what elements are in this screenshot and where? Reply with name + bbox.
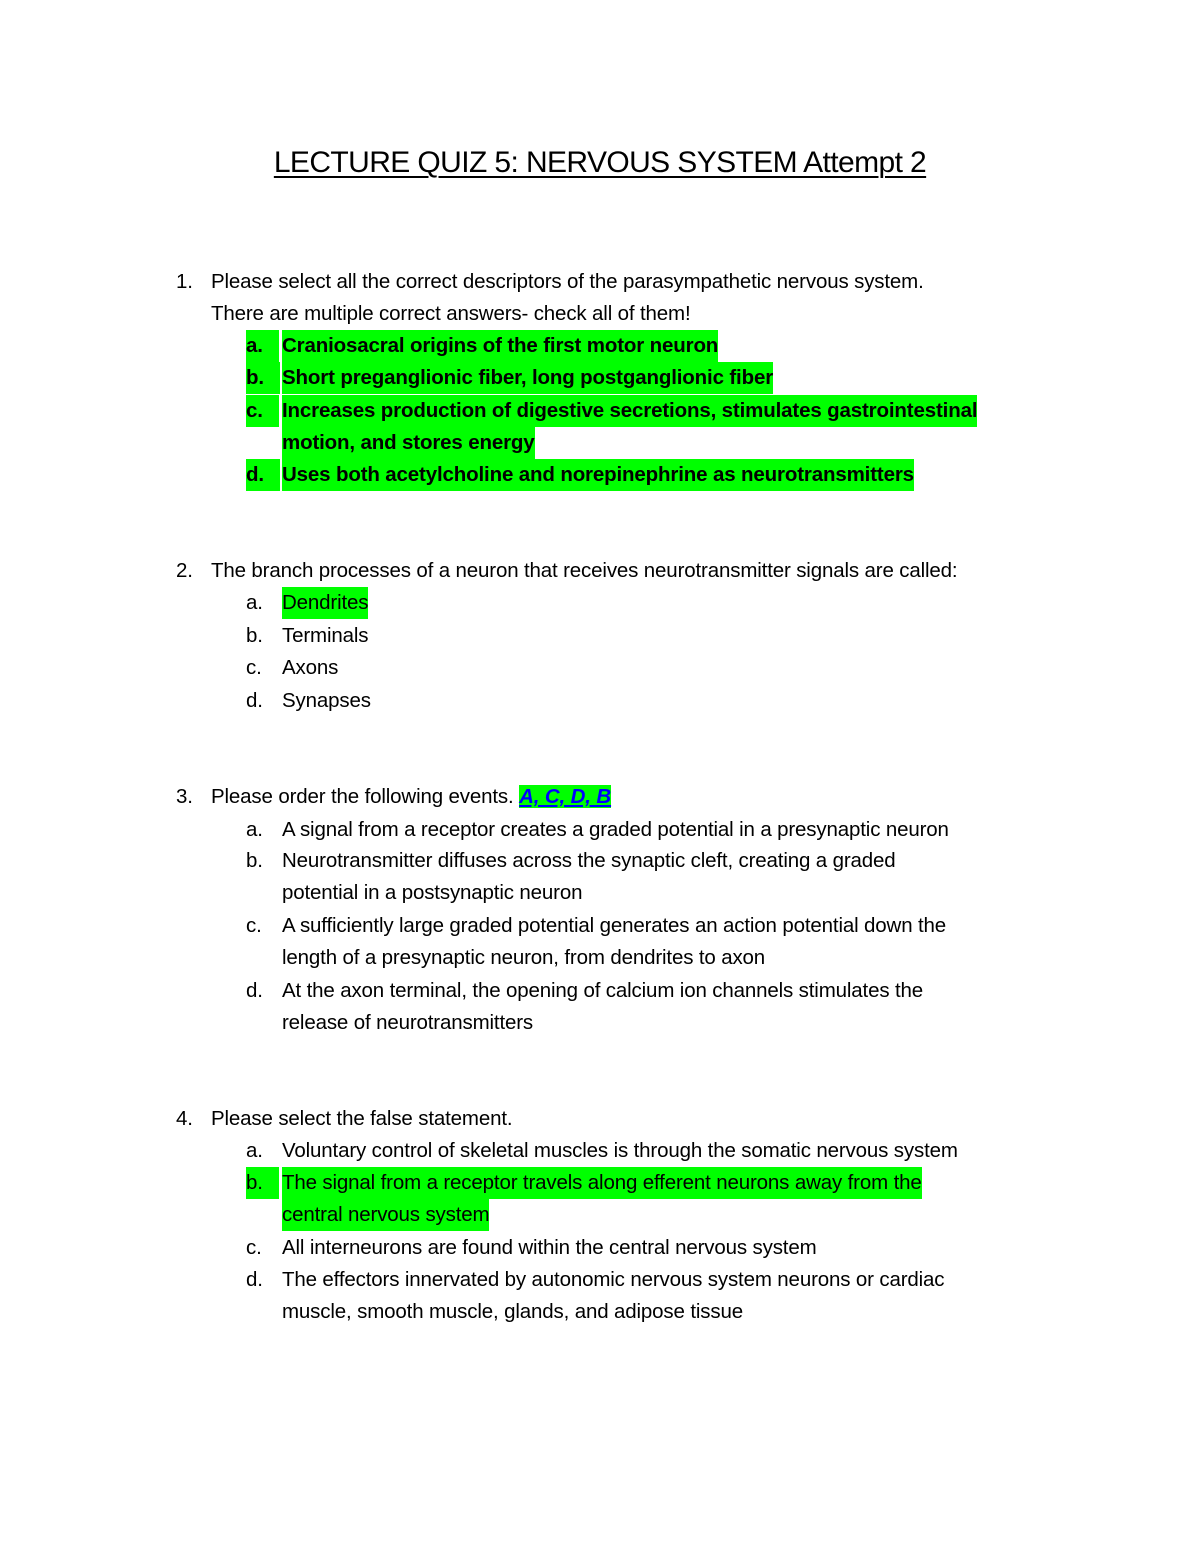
option-text: All interneurons are found within the central nervous system [282, 1236, 817, 1259]
option-text: Axons [282, 656, 339, 679]
option-letter: a. [246, 818, 263, 841]
option-letter: c. [246, 395, 279, 427]
option-letter: d. [246, 459, 280, 491]
question-number: 3. [176, 785, 193, 808]
option-text: potential in a postsynaptic neuron [282, 881, 583, 904]
option-letter: b. [246, 362, 280, 394]
option-text: The effectors innervated by autonomic nervous system neurons or cardiac [282, 1268, 945, 1291]
question-number: 2. [176, 559, 193, 582]
option-text: Craniosacral origins of the first motor neuron [282, 330, 718, 362]
option-letter: a. [246, 591, 263, 614]
option-text: length of a presynaptic neuron, from dendrites to axon [282, 946, 766, 969]
option-text: Terminals [282, 624, 369, 647]
question-text: The branch processes of a neuron that receives neurotransmitter signals are called: [211, 559, 958, 582]
option-letter: b. [246, 624, 263, 647]
option-text: muscle, smooth muscle, glands, and adipose tissue [282, 1300, 743, 1323]
option-letter: c. [246, 656, 262, 679]
question-text-wrapper [211, 781, 611, 813]
option-text: At the axon terminal, the opening of calcium ion channels stimulates the [282, 979, 924, 1002]
option-letter: a. [246, 330, 279, 362]
option-text: Neurotransmitter diffuses across the synaptic cleft, creating a graded [282, 849, 896, 872]
question-text: Please order the following events. [211, 785, 514, 808]
option-letter: b. [246, 849, 263, 872]
option-text: motion, and stores energy [282, 427, 535, 459]
option-letter: b. [246, 1167, 279, 1199]
option-text: The signal from a receptor travels along efferent neurons away from the [282, 1167, 922, 1199]
option-text: Short preganglionic fiber, long postganglionic fiber [282, 362, 773, 394]
option-text: Voluntary control of skeletal muscles is through the somatic nervous system [282, 1139, 958, 1162]
option-letter: a. [246, 1139, 263, 1162]
option-text: release of neurotransmitters [282, 1011, 534, 1034]
option-letter: d. [246, 1268, 263, 1291]
inline-answer: A, C, D, B [519, 785, 612, 808]
question-text: Please select all the correct descriptors of the parasympathetic nervous system. [211, 270, 924, 293]
option-text: Increases production of digestive secretions, stimulates gastrointestinal [282, 395, 977, 427]
page-title: LECTURE QUIZ 5: NERVOUS SYSTEM Attempt 2 [273, 146, 927, 179]
option-text: A sufficiently large graded potential generates an action potential down the [282, 914, 947, 937]
option-text: A signal from a receptor creates a graded potential in a presynaptic neuron [282, 818, 949, 841]
option-letter: c. [246, 914, 262, 937]
option-text: central nervous system [282, 1199, 489, 1231]
question-text: Please select the false statement. [211, 1107, 513, 1130]
option-text: Dendrites [282, 587, 368, 619]
question-text: There are multiple correct answers- check all of them! [211, 302, 691, 325]
option-text: Synapses [282, 689, 371, 712]
option-text: Uses both acetylcholine and norepinephrine as neurotransmitters [282, 459, 914, 491]
option-letter: d. [246, 689, 263, 712]
question-number: 1. [176, 270, 193, 293]
option-letter: c. [246, 1236, 262, 1259]
option-letter: d. [246, 979, 263, 1002]
question-number: 4. [176, 1107, 193, 1130]
